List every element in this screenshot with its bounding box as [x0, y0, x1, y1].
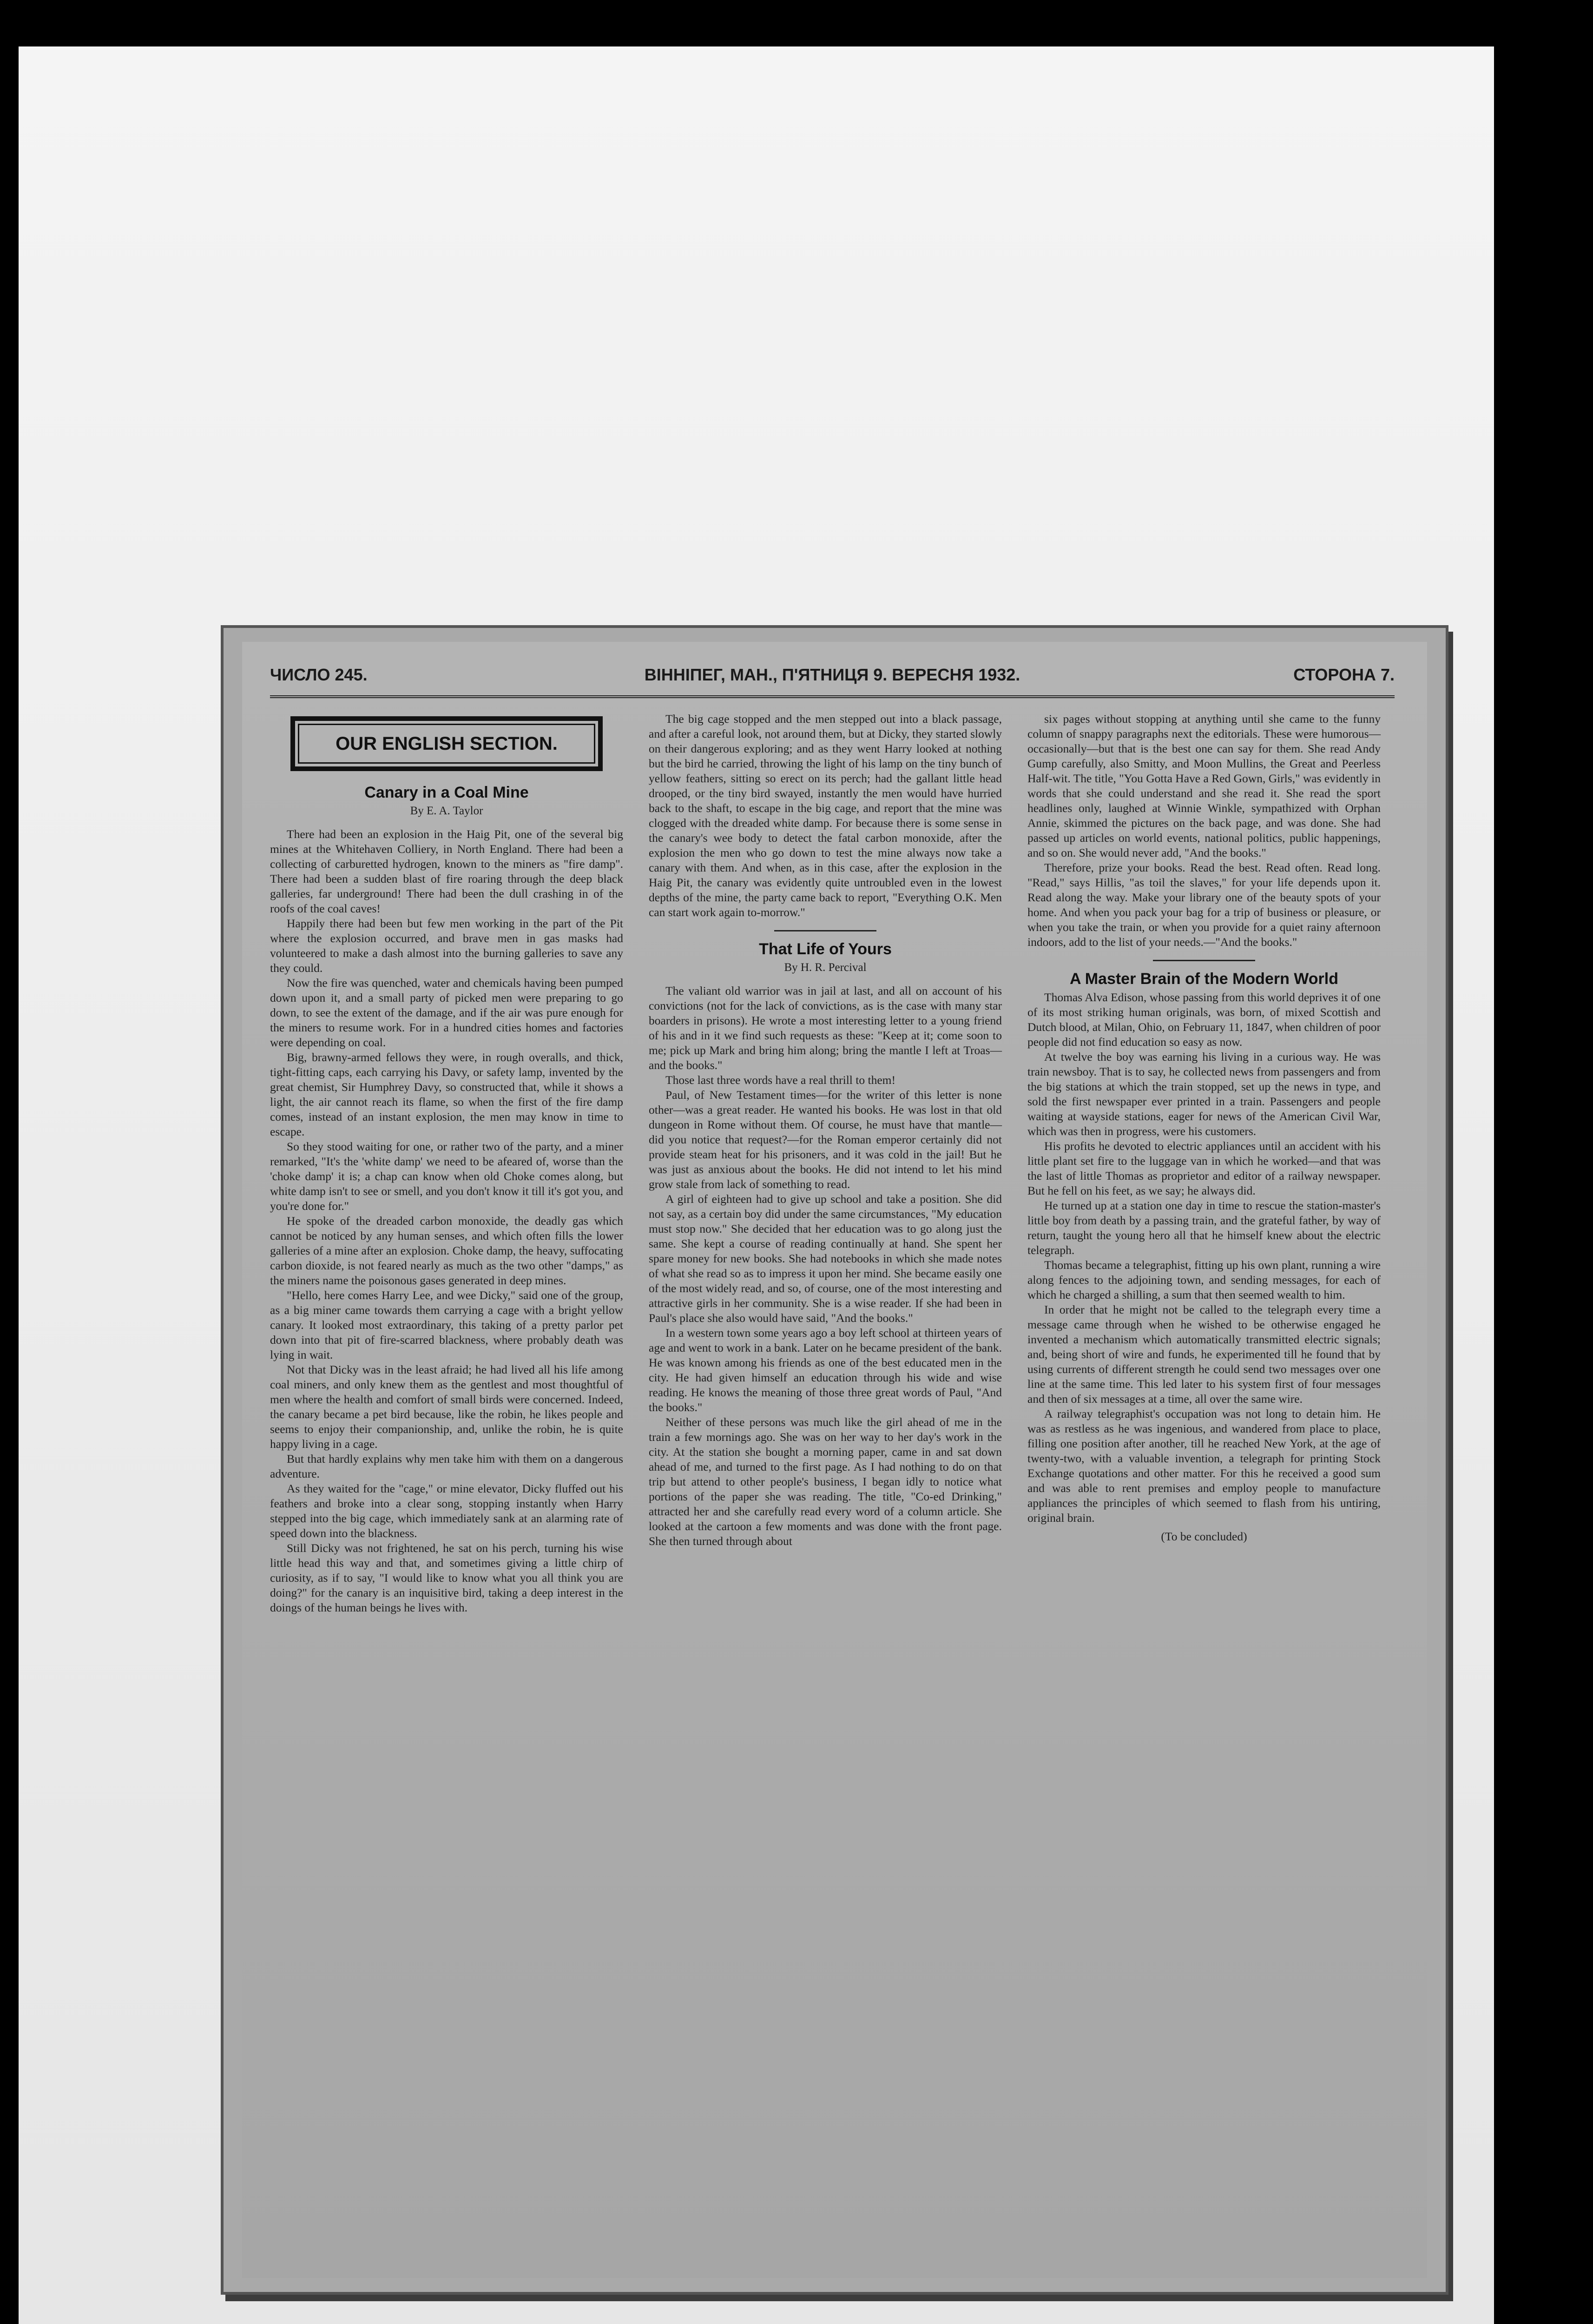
issue-number: ЧИСЛО 245. — [270, 665, 368, 684]
paragraph: Therefore, prize your books. Read the best. Read often. Read long. "Read," says Hillis, "as toil the slaves," for your life depends upon it. Read along the way. Make your library one of the beauty spots of your home. And when you pack your bag for a trip of business or pleasure, or when you take the train, or when you provide for a quiet rainy afternoon indoors, add to the list of your needs.—"And the books." — [1027, 861, 1381, 949]
section-title-box — [290, 716, 603, 771]
article-title-life: That Life of Yours — [759, 940, 892, 958]
paragraph: But that hardly explains why men take him with them on a dangerous adventure. — [270, 1452, 623, 1480]
paragraph: A railway telegraphist's occupation was not long to detain him. He was as restless as he was ingenious, and wandered from place to place, filling one position after another, till he reached New York, at the age of twenty-two, with a valuable invention, a telegraph for printing Stock Exchange quotations and other matter. For this he received a good sum and was able to rent premises and employ people to manufacture appliances the principles of which seemed to flash from his untiring, original brain. — [1027, 1407, 1381, 1525]
paragraph: Neither of these persons was much like the girl ahead of me in the train a few mornings ago. She was on her way to her day's work in the city. At the station she bought a morning paper, came in and sat down ahead of me, and turned to the first page. As I had nothing to do on that trip but attend to other people's business, I began idly to notice what portions of the paper she was reading. The title, "Co-ed Drinking," attracted her and she carefully read every word of a column article. She looked at the cartoon a few moments and was done with the front page. She then turned through about — [649, 1415, 1002, 1548]
paragraph: Thomas Alva Edison, whose passing from this world deprives it of one of its most striking human originals, was born, of mixed Scottish and Dutch blood, at Milan, Ohio, on February 11, 1847, when children of poor people did not find education so easy as now. — [1027, 990, 1381, 1049]
paragraph: Those last three words have a real thrill to them! — [665, 1073, 895, 1087]
article-title-canary: Canary in a Coal Mine — [364, 784, 529, 801]
paragraph: At twelve the boy was earning his living in a curious way. He was train newsboy. That is to say, he collected news from passengers and from the big stations at which the train stopped, set up the news in type, and sold the first newspaper ever printed in a train. Passengers and people waiting at wayside stations, eager for news of the American Civil War, which was then in progress, were his customers. — [1027, 1050, 1381, 1138]
paragraph: Now the fire was quenched, water and chemicals having been pumped down upon it, and a small party of picked men were preparing to go down, to see the extent of the damage, and if the air was pure enough for the miners to resume work. For in a hundred cities homes and factories were depending on coal. — [270, 976, 623, 1049]
paragraph: Paul, of New Testament times—for the writer of this letter is none other—was a great reader. He wanted his books. He was lost in that old dungeon in Rome without them. Of course, he must have that mantle—did you notice that request?—for the Roman emperor certainly did not provide steam heat for his prisoners, and it was cold in the jail! But he was just as anxious about the books. He did not intend to let his mind grow stale from lack of something to read. — [649, 1088, 1002, 1191]
paragraph: In a western town some years ago a boy left school at thirteen years of age and went to work in a bank. Later on he became president of the bank. He was known among his friends as one of the best educated men in the city. He had given himself an education through his wide and wise reading. He knows the meaning of those three great words of Paul, "And the books." — [649, 1326, 1002, 1414]
paragraph: He spoke of the dreaded carbon monoxide, the deadly gas which cannot be noticed by any human senses, and which often fills the lower galleries of a mine after an explosion. Choke damp, the heavy, suffocating carbon dioxide, is not feared nearly as much as the two other "damps," as the miners name the poisonous gases generated in deep mines. — [270, 1214, 623, 1287]
paragraph: Big, brawny-armed fellows they were, in rough overalls, and thick, tight-fitting caps, each carrying his Davy, or safety lamp, invented by the great chemist, Sir Humphrey Davy, so constructed that, while it shows a light, the air cannot reach its flame, so when the first of the fire damp comes, instead of an instant explosion, the men may know in time to escape. — [270, 1050, 623, 1138]
paragraph: "Hello, here comes Harry Lee, and wee Dicky," said one of the group, as a big miner came towards them carrying a cage with a bright yellow canary. It looked most extraordinary, this taking of a pretty parlor pet down into that pit of fire-scarred blackness, where probably death was lying in wait. — [270, 1288, 623, 1361]
article-divider — [774, 930, 876, 931]
paragraph: There had been an explosion in the Haig Pit, one of the several big mines at the Whitehaven Colliery, in North England. There had been a collecting of carburetted hydrogen, known to the miners as "fire damp". There had been a sudden blast of fire roaring through the deep black galleries, far underground! There had been the dull crashing in of the roofs of the coal caves! — [270, 827, 623, 915]
paragraph: Thomas became a telegraphist, fitting up his own plant, running a wire along fences to the adjoining town, and sending messages, for each of which he charged a shilling, a sum that then seemed wealth to him. — [1027, 1258, 1381, 1301]
section-title: OUR ENGLISH SECTION. — [298, 724, 595, 764]
paragraph: As they waited for the "cage," or mine elevator, Dicky fluffed out his feathers and broke into a clear song, stopping instantly when Harry stepped into the big cage, which immediately sank at an alarming rate of speed down into the blackness. — [270, 1482, 623, 1540]
dateline: ВІННІПЕГ, МАН., П'ЯТНИЦЯ 9. ВЕРЕСНЯ 1932. — [644, 665, 1020, 684]
paragraph: Not that Dicky was in the least afraid; he had lived all his life among coal miners, and only knew them as the gentlest and most thoughtful of men where the health and comfort of small birds were concerned. Indeed, the canary became a pet bird because, like the robin, he likes people and seems to enjoy their companionship, and, unlike the robin, he is quite happy living in a cage. — [270, 1363, 623, 1451]
paragraph: six pages without stopping at anything until she came to the funny column of snappy paragraphs next the editorials. These were humorous—occasionally—but that is the best one can say for them. She read Andy Gump carefully, also Smitty, and Moon Mullins, the Great and Peerless Half-wit. The title, "You Gotta Have a Red Gown, Girls," was evidently in words that she could understand and she read it. She read the sport headlines only, laughed at Winnie Winkle, sympathized with Orphan Annie, skimmed the pictures on the back page, and was done. She had passed up articles on world events, national politics, public happenings, and so on. She would never add, "And the books." — [1027, 712, 1381, 859]
article-divider — [1153, 960, 1255, 961]
paragraph: The big cage stopped and the men stepped out into a black passage, and after a careful look, not around them, but at Dicky, they started slowly on their dangerous exploring; and as they went Harry looked at nothing but the bird he carried, throwing the light of his lamp on the tiny bunch of yellow feathers, sitting so erect on its perch; had the gallant little head drooped, or the tiny bird swayed, instantly the men would have hurried back to the shaft, to escape in the big cage, and report that the mine was clogged with the dreaded white damp. For because there is some sense in the canary's wee body to detect the fatal carbon monoxide, after the explosion the men who go down to test the mine always now take a canary with them. And when, as in this case, after the explosion in the Haig Pit, the canary was evidently quite untroubled even in the lowest depths of the mine, the party came back to report, "Everything O.K. Men can start work again to-morrow." — [649, 712, 1002, 919]
newspaper-page — [221, 625, 1448, 2295]
article-byline-canary: By E. A. Taylor — [410, 805, 483, 817]
to-be-concluded: (To be concluded) — [1161, 1530, 1247, 1543]
article-byline-life: By H. R. Percival — [784, 961, 867, 974]
article-title-edison: A Master Brain of the Modern World — [1069, 970, 1339, 988]
paragraph: The valiant old warrior was in jail at last, and all on account of his convictions (not for the lack of convictions, as is the case with many star boarders in prisons). He wrote a most interesting letter to a young friend of his and in it we find such requests as these: "Keep at it; come soon to me; pick up Mark and bring him along; bring the mantle I left at Troas—and the books." — [649, 984, 1002, 1072]
page-number: СТОРОНА 7. — [1293, 665, 1395, 684]
paragraph: So they stood waiting for one, or rather two of the party, and a miner remarked, "It's the 'white damp' we need to be afeared of, worse than the 'choke damp' it is; a chap can know when old Choke comes along, but white damp isn't to see or smell, and you don't know it till it's got you, and you're done for." — [270, 1140, 623, 1213]
page-header — [270, 665, 1395, 693]
paragraph: Still Dicky was not frightened, he sat on his perch, turning his wise little head this way and that, and sometimes giving a little chirp of curiosity, as if to say, "I would like to know what you all think you are doing?" for the canary is an inquisitive bird, taking a deep interest in the doings of the human beings he lives with. — [270, 1541, 623, 1614]
paragraph: In order that he might not be called to the telegraph every time a message came through when he wished to be otherwise engaged he invented a mechanism which automatically transmitted electric signals; and, being short of wire and funds, he experimented till he found that by using currents of different strength he could send two messages over one line at the same time. This led later to his system first of four messages and then of six messages at a time, all over the same wire. — [1027, 1303, 1381, 1406]
page-body — [242, 642, 1427, 2278]
column-1 — [270, 712, 623, 1615]
paragraph: Happily there had been but few men working in the part of the Pit where the explosion occurred, and brave men in gas masks had volunteered to make a dash almost into the burning galleries to save any they could. — [270, 917, 623, 975]
column-3 — [1027, 712, 1381, 1544]
paragraph: He turned up at a station one day in time to rescue the station-master's little boy from death by a passing train, and the grateful father, by way of return, taught the young hero all that he himself knew about the electric telegraph. — [1027, 1199, 1381, 1257]
header-rule — [270, 695, 1395, 698]
paragraph: His profits he devoted to electric appliances until an accident with his little plant set fire to the luggage van in which he worked—and that was the last of little Thomas as proprietor and editor of a railway newspaper. But he fell on his feet, as we say; he always did. — [1027, 1139, 1381, 1197]
column-2 — [649, 712, 1002, 1549]
paragraph: A girl of eighteen had to give up school and take a position. She did not say, as a certain boy did under the same circumstances, "My education must stop now." She decided that her education was to go along just the same. She kept a course of reading continually at hand. She spent her spare money for new books. She had notebooks in which she made notes of what she read so as to impress it upon her mind. She became easily one of the most widely read, and so, of course, one of the most interesting and attractive girls in her community. She is a wise reader. If she had been in Paul's place she also would have said, "And the books." — [649, 1192, 1002, 1325]
